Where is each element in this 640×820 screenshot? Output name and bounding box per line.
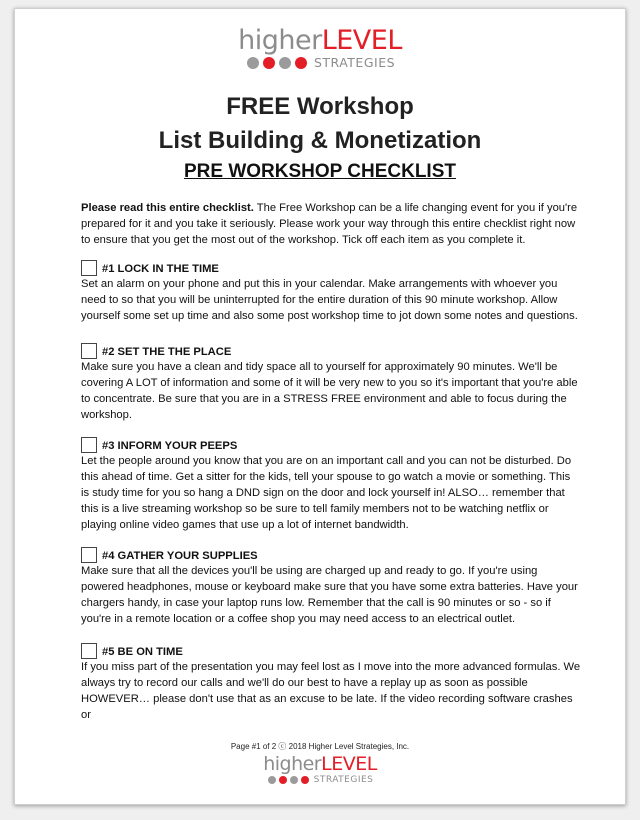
checklist-item-body: Let the people around you know that you are on an important call and you can not be disturbed. Do this ahead of time. Get a sitter for the kids, tell your spouse to go watch a movie or something. This is study time for you so hang a DND sign on the door and lock yourself in! ALSO… remember that this is a live streaming workshop so be sure to tell family members not to be watching netflix or playing online video games that use up a lot of internet bandwidth. [81,455,572,531]
checkbox-icon[interactable] [81,437,97,453]
intro-text: The Free Workshop can be a life changing event for you if you're prepared for it and you take it seriously. Please work your way through this entire checklist right now to ensure that you get the most out of the workshop. Tick off each item as you complete it. [81,202,578,246]
checkbox-icon[interactable] [81,547,97,563]
logo-dot-icon [268,776,276,784]
logo-dot-icon [247,57,259,69]
page-title: FREE Workshop [226,93,414,120]
checklist-item-header [81,543,581,563]
document-page [14,8,626,805]
checklist-item-header [81,639,581,659]
logo-dot-icon [263,57,275,69]
logo-dots-row [15,775,625,785]
logo-dot-icon [290,776,298,784]
checklist-heading: PRE WORKSHOP CHECKLIST [183,161,456,182]
page-footer: Page #1 of 2 ⓒ 2018 Higher Level Strategies, Inc. [230,742,410,751]
page-subtitle: List Building & Monetization [158,127,482,154]
checklist-item-title: #2 SET THE THE PLACE [102,346,232,358]
logo-dots-row [15,55,625,70]
logo-dot-icon [301,776,309,784]
logo-word-higher: higher [263,753,322,775]
checklist-item-body: Set an alarm on your phone and put this in your calendar. Make arrangements with whoever you need to so that you will be uninterrupted for the entire duration of this 90 minute workshop. Allow yourself some set up time and also some post workshop time to jot down some notes and questions. [81,278,578,322]
checklist-item-header [81,339,581,359]
checklist-item-title: #5 BE ON TIME [102,646,183,658]
logo-wordmark [15,27,625,54]
logo-dot-icon [295,57,307,69]
intro-paragraph [81,200,581,248]
checkbox-icon[interactable] [81,643,97,659]
checklist-item-header [81,256,581,276]
checklist-item-header [81,433,581,453]
logo-word-level: LEVEL [321,753,377,775]
checklist-item-body: If you miss part of the presentation you may feel lost as I move into the more advanced formulas. We always try to record our calls and we'll do our best to have a replay up as soon as possible HOWEVER… please don't use that as an excuse to be late. If the video recording software crashes or [81,661,581,721]
checklist-item-3 [81,433,581,533]
checklist-item-title: #4 GATHER YOUR SUPPLIES [102,550,258,562]
checklist-item-body: Make sure that all the devices you'll be using are charged up and ready to go. If you're using powered headphones, mouse or keyboard make sure that you have some extra batteries. Have your chargers handy, in case your laptop runs low. Remember that the call is 90 minutes or so - so if you're in a remote location or a coffee shop you may need access to an electrical outlet. [81,565,578,625]
checklist-item-1 [81,256,581,324]
checklist-item-5 [81,639,581,723]
header-logo [15,27,625,70]
checklist-item-body: Make sure you have a clean and tidy space all to yourself for approximately 90 minutes. We'll be covering A LOT of information and some of it will be very new to you so it's important that you're able to concentrate. Be sure that you are in a STRESS FREE environment and able to focus during the workshop. [81,361,578,421]
logo-dot-icon [279,57,291,69]
logo-subtitle: STRATEGIES [313,55,396,70]
logo-word-higher: higher [238,25,322,56]
checkbox-icon[interactable] [81,343,97,359]
logo-subtitle: STRATEGIES [313,775,374,785]
intro-bold-text: Please read this entire checklist. [81,202,254,214]
checklist-item-2 [81,339,581,423]
checklist-item-4 [81,543,581,627]
checklist-item-title: #1 LOCK IN THE TIME [102,263,219,275]
checklist-item-title: #3 INFORM YOUR PEEPS [102,440,238,452]
checkbox-icon[interactable] [81,260,97,276]
footer-logo [15,755,625,785]
logo-wordmark [15,755,625,774]
logo-dot-icon [279,776,287,784]
logo-word-level: LEVEL [321,25,402,56]
